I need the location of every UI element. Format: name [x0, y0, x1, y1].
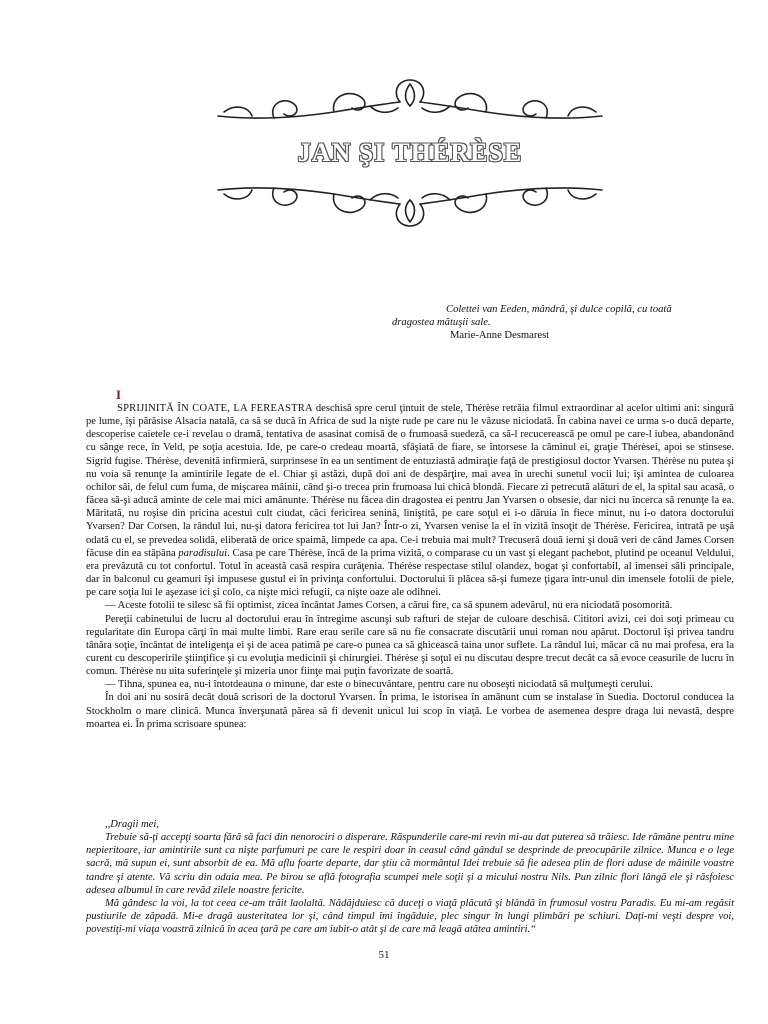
paragraph-4: — Tihna, spunea ea, nu-i întotdeauna o minune, dar este o binecuvântare, pentru care nu oboseşti niciodată să mulţumeşti cerului.: [105, 679, 653, 691]
dedication: [392, 303, 730, 343]
paragraph-2: — Aceste fotolii te silesc să fii optimist, zicea încântat James Corsen, a cărui fire, ca să spunem adevărul, nu era niciodată posomorită.: [105, 600, 673, 612]
page-number: 51: [378, 949, 390, 961]
dedication-line-2: dragostea mătuşii sale.: [392, 317, 491, 329]
dedication-author: Marie-Anne Desmarest: [450, 330, 550, 342]
paragraph-1-end: . Casa pe care Thérèse, încă de la prima vizită, o comparase cu un vast şi elegant pachebot, plutind pe oceanul Veldului, era prevăzută cu tot confortul. Totul în această casă respira curăţenia. Thérèse respectase stilul olandez, bogat şi confortabil, al imensei săli principale, dar în balconul cu geamuri îşi impusese gustul ei în privinţa confortului. Doctorului îi plăcea să-şi fumeze ţigara într-unul din imensele fotolii de piele, pe care soţia lui le aşezase ici şi colo, ca nişte mici refugii, ca nişte oaze ale odihnei.: [86, 547, 734, 599]
body-text: [86, 402, 734, 731]
letter-paragraph-2: Mă gândesc la voi, la tot ceea ce-am trăit laolaltă. Nădăjduiesc că duceţi o viaţă plăcută şi blândă în frumosul vostru Paradis. Eu mi-am regăsit pustiurile de zăpadă. Mi-e dragă austeritatea lor şi, când timpul îmi îngăduie, plec singur în lungi plimbări pe schiuri. Daţi-mi veşti despre voi, povestiţi-mi viaţa voastră zilnică în acea ţară pe care am iubit-o atât şi de care mă leagă atâtea amintiri.“: [86, 897, 734, 936]
title-block: [214, 138, 606, 168]
paragraph-1-text: deschisă spre cerul ţintuit de stele, Thérèse retrăia filmul extraordinar al acelor ultimi ani: singură pe lume, îşi părăsise Alsacia natală, ca să se ducă în Africa de sud la nişte rude pe care nu le văzuse niciodată. În cabina navei ce urma s-o ducă departe, descoperise caietele ce-i revelau o dramă, tentativa de asasinat comisă de o frumoasă suedeză, ca să-l recucerească pe omul pe care-l iubea, abandonând cu sânge rece, în Veld, pe soţia acestuia. Ide, pe care-o credeau moartă, sfâşiată de fiare, se întorsese la căminul ei, graţie Thérèsei, apoi se stinsese. Sigrid fugise. Thérèse, devenită infirmieră, surprinsese în ea un sentiment de entuziastă admiraţie faţă de prestigiosul doctor Yvarsen. Thérèse nu putea şi nu voia să renunţe la amintirile legate de el. Chiar şi astăzi, după doi ani de despărţire, mai avea în urechi sunetul vocii lui; îşi amintea de culoarea ochilor săi, de felul cum fuma, de mişcarea mâinii, când şi-o trecea prin frumoasa lui chică blondă. Fiecare zi petrecută alături de el, la spital sau acasă, o făcea să-şi aducă aminte de cele mai mici amănunte. Thérèse nu făcea din dragostea ei pentru Jan Yvarsen o obsesie, dar nici nu încerca să renunţe la ea. Măritată, nu roşise din pricina acestui cult ciudat, căci fericirea senină, liniştită, pe care soţul ei i-o dăruia în fiece minut, nu i-o datora doctorului Yvarsen? Dar Corsen, la rândul lui, nu-şi datora fericirea tot lui Jan? Într-o zi, Yvarsen venise la el în vizită însoţit de Thérèse. Fericirea, intrată pe uşă odată cu el, se prevedea solidă, eliberată de orice spaimă, limpede ca apa. Ce-i trebuia mai mult? Trecuseră două ierni şi două veri de când James Corsen făcuse din ea stăpâna: [86, 403, 734, 559]
paragraph-5: În doi ani nu sosiră decât două scrisori de la doctorul Yvarsen. În prima, le istorisea în amănunt cum se instalase în Suedia. Doctorul conducea la Stockholm o mare clinică. Munca înverşunată părea să fi devenit unicul lui scop în viaţă. Le vorbea de asemenea despre draga lui nevastă, despre moartea ei. În prima scrisoare spunea:: [86, 692, 734, 730]
bottom-ornament-scroll: [214, 176, 606, 232]
top-ornament-scroll: [214, 74, 606, 130]
paragraph-1: [86, 402, 734, 599]
paragraph-1-lead: SPRIJINITĂ ÎN COATE, LA FEREASTRA: [117, 403, 313, 414]
story-title: JAN ŞI THÉRÈSE: [297, 138, 523, 167]
dedication-line-1: Colettei van Eeden, mândră, şi dulce copilă, cu toată: [446, 304, 672, 315]
letter-salutation: ,,Dragii mei,: [105, 819, 159, 830]
chapter-number: I: [116, 387, 122, 402]
paragraph-3: Pereţii cabinetului de lucru al doctorului erau în întregime ascunşi sub rafturi de stejar de culoare deschisă. Cititori avizi, cei doi soţi primeau cu regularitate din Europa cărţi în mai multe limbi. Rare erau serile care să nu fie consacrate discutării unui roman nou apărut. Doctorul îşi privea tandru tânăra soţie, încântat de inteligenţa ei şi de acea patimă pe care-o punea ca să ghicească taina unor suflete. La rândul lui, măcar că nu mai profesa, era la curent cu descoperirile ştiinţifice şi cu evoluţia medicinii şi chirurgiei. Thérèse şi soţul ei nu discutau despre trecut decât ca să evoce ceasurile de lucru în comun. Thérèse nu uita suferinţele şi mizeria unor fiinţe mai puţin favorizate de soartă.: [86, 613, 734, 678]
letter-paragraph-1: Trebuie să-ţi accepţi soarta fără să faci din nenorociri o disperare. Răspunderile care-mi revin mi-au dat puterea să trăiesc. Ide rămâne pentru mine nepieritoare, iar amintirile sunt ca nişte parfumuri pe care le respiri doar în ceasul când gândul se desprinde de preocupările zilnice. Munca e o lege sacră, mă supun ei, sunt absorbit de ea. Mă aflu foarte departe, dar ştiu că mormântul Idei trebuie să fie adesea plin de flori aduse de mâinile voastre tandre şi atente. Vă scriu din odaia mea. Pe birou se află fotografia scumpei mele soţii şi a micului nostru Nils. Pun zilnic flori lângă ele şi răsfoiesc adesea albumul în care revăd zilele noastre fericite.: [86, 832, 734, 896]
letter-text: [86, 818, 734, 936]
paragraph-1-italic: paradisului: [178, 547, 228, 559]
